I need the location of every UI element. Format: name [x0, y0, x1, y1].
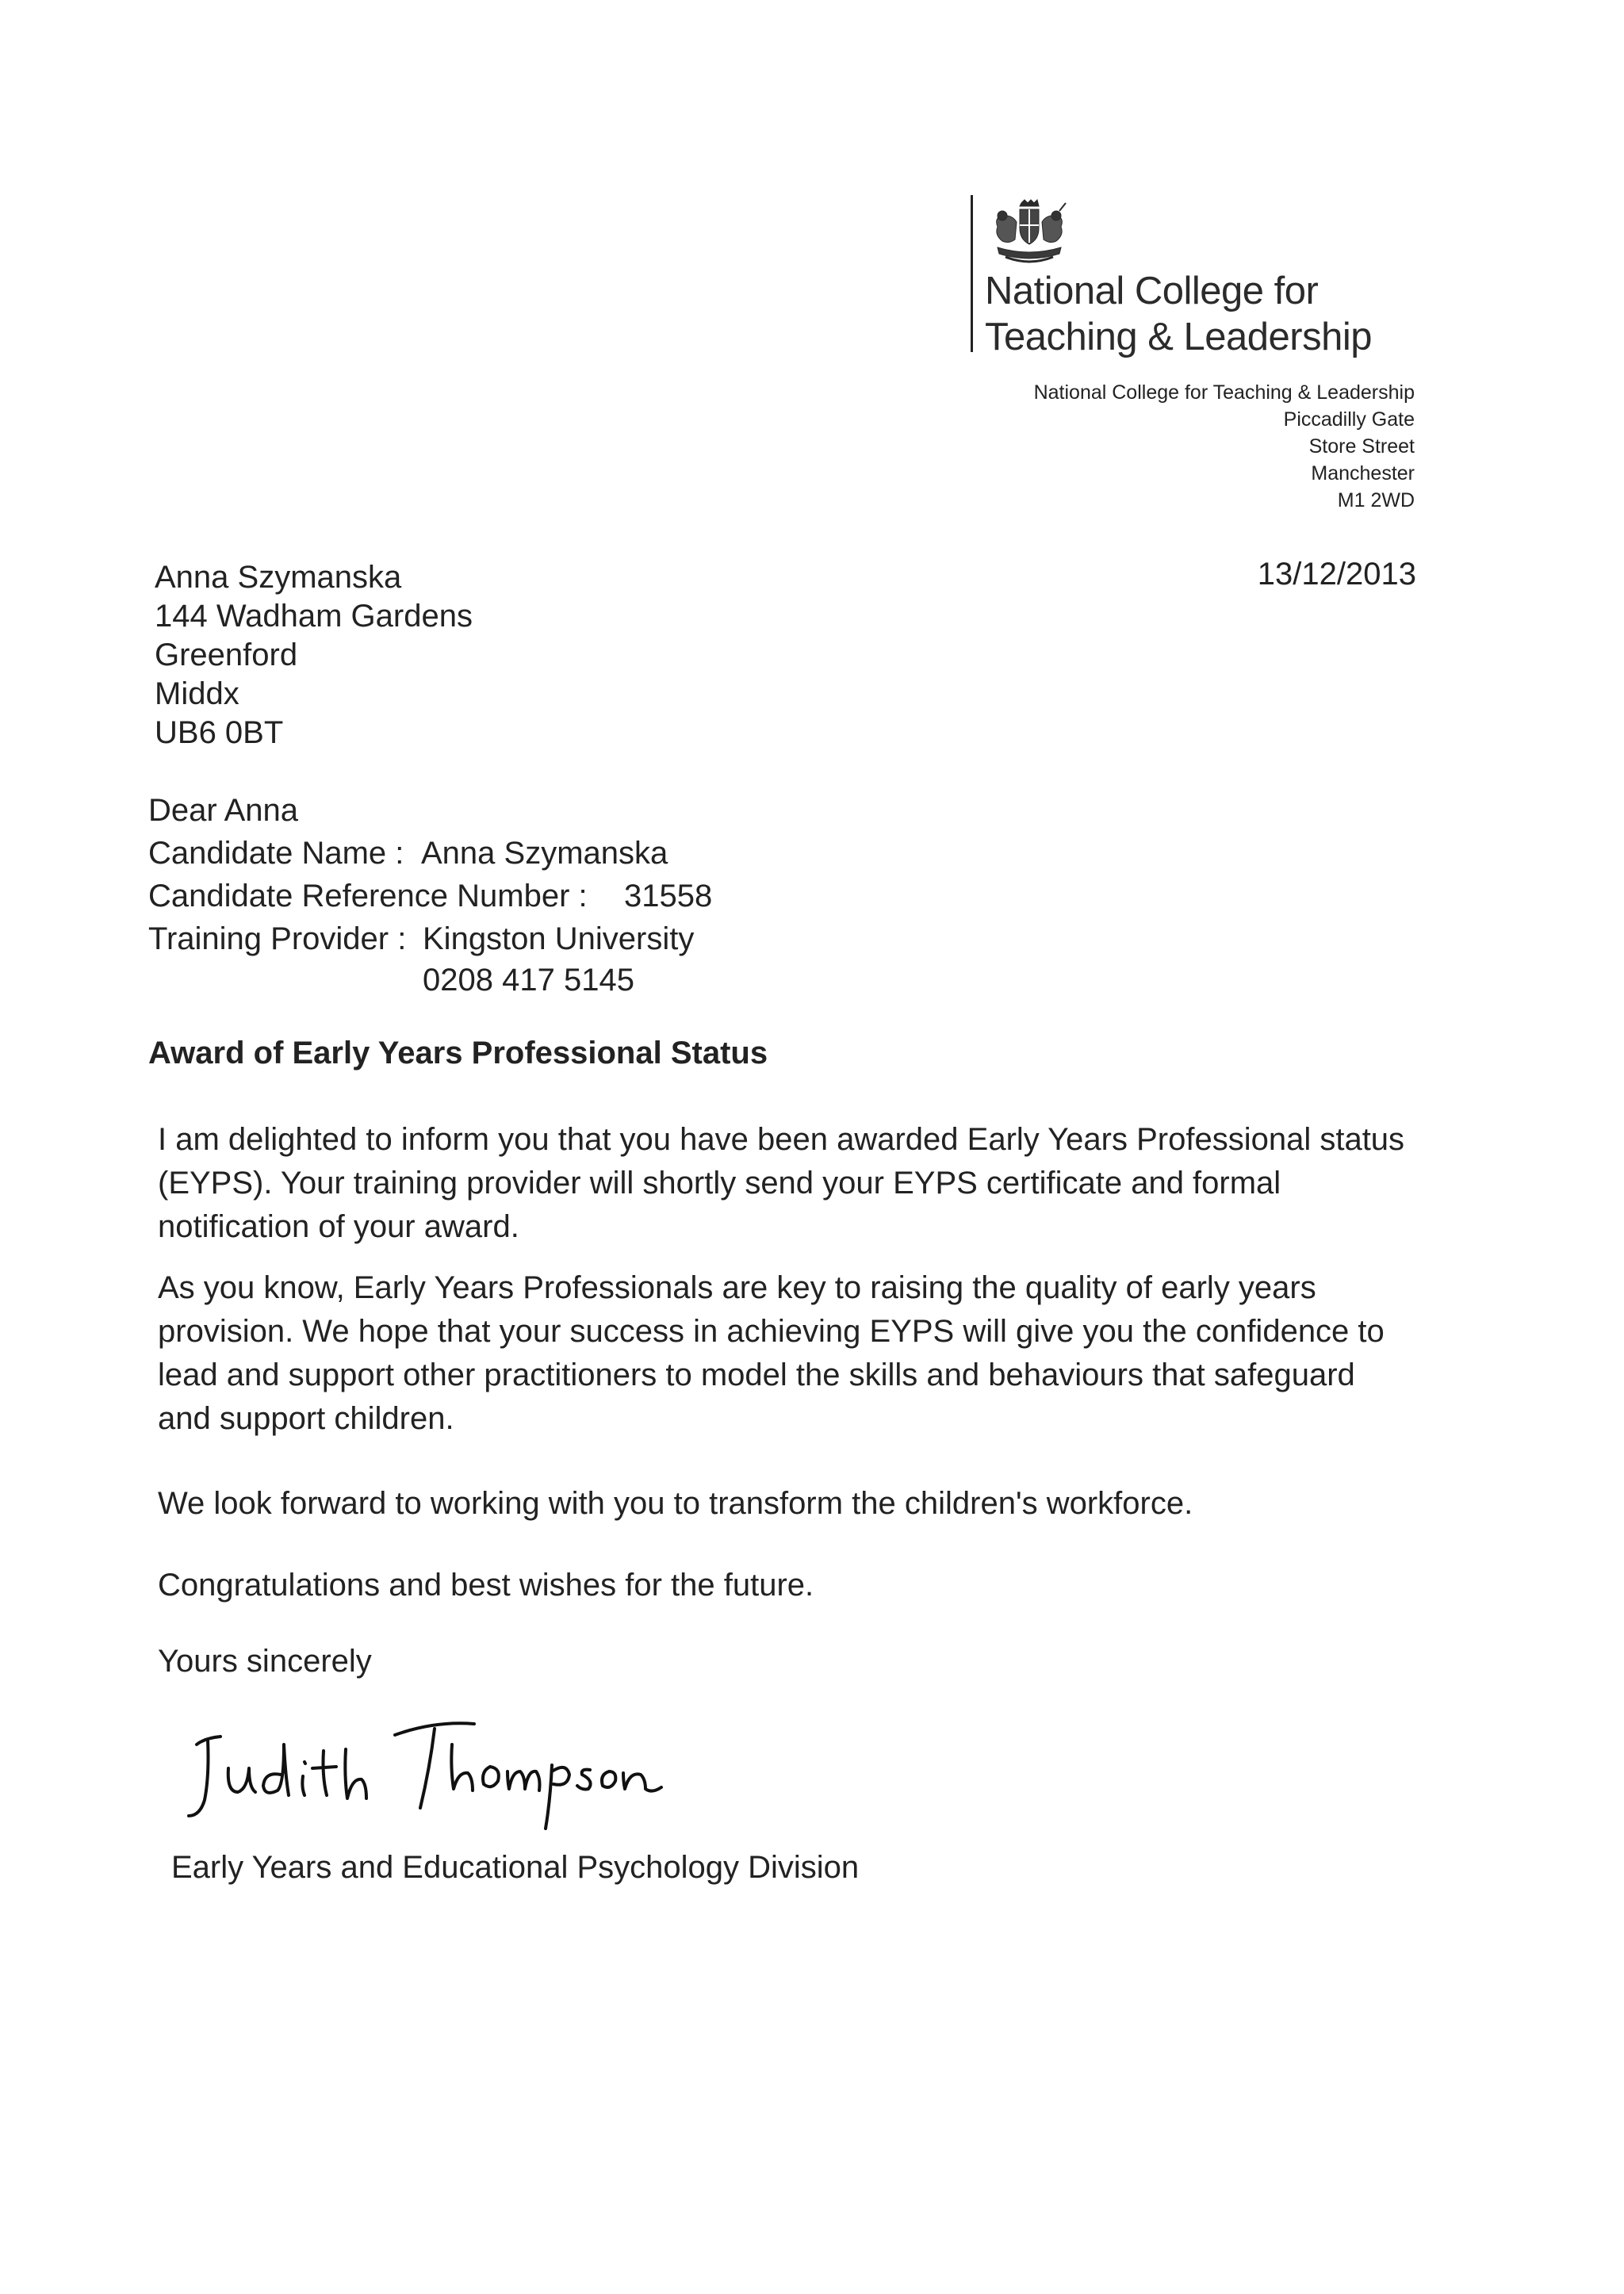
royal-crest-icon [986, 198, 1072, 268]
letter-subject: Award of Early Years Professional Status [148, 1036, 768, 1070]
paragraph-line: provision. We hope that your success in achieving EYPS will give you the confidence to [158, 1314, 1385, 1349]
recipient-line: Greenford [155, 638, 298, 672]
recipient-line: Middx [155, 676, 239, 711]
candidate-name-value: Anna Szymanska [421, 836, 668, 871]
body-paragraph [158, 1118, 1404, 1249]
sign-off: Yours sincerely [158, 1644, 372, 1679]
salutation: Dear Anna [148, 793, 299, 828]
recipient-line: Anna Szymanska [155, 560, 402, 595]
recipient-address [155, 558, 473, 753]
paragraph-line: I am delighted to inform you that you have been awarded Early Years Professional status [158, 1122, 1405, 1157]
sender-address-line: National College for Teaching & Leadership [1033, 381, 1415, 404]
paragraph-line: and support children. [158, 1401, 454, 1436]
letter-date: 13/12/2013 [1257, 557, 1416, 592]
signature [173, 1689, 665, 1848]
recipient-line: UB6 0BT [155, 715, 284, 750]
sender-address-line: Piccadilly Gate [1283, 408, 1415, 431]
paragraph-line: Congratulations and best wishes for the future. [158, 1568, 814, 1603]
recipient-line: 144 Wadham Gardens [155, 599, 473, 634]
paragraph-line: We look forward to working with you to transform the children's workforce. [158, 1486, 1193, 1521]
logo-divider [971, 195, 973, 352]
candidate-name-label: Candidate Name : [148, 836, 404, 871]
paragraph-line: lead and support other practitioners to model the skills and behaviours that safeguard [158, 1358, 1355, 1392]
organisation-name [985, 268, 1372, 360]
candidate-reference-label: Candidate Reference Number : [148, 879, 588, 913]
paragraph-line: As you know, Early Years Professionals are key to raising the quality of early years [158, 1270, 1316, 1305]
sender-address-line: Manchester [1311, 462, 1415, 484]
paragraph-line: (EYPS). Your training provider will shortly send your EYPS certificate and formal [158, 1166, 1281, 1201]
candidate-reference-value: 31558 [624, 879, 713, 913]
division-name: Early Years and Educational Psychology Division [171, 1850, 860, 1885]
letterhead-logo [971, 195, 1415, 362]
sender-address-line: M1 2WD [1337, 489, 1415, 511]
training-provider-label: Training Provider : [148, 921, 407, 956]
sender-address [1034, 379, 1415, 514]
body-paragraph [158, 1564, 814, 1607]
training-provider-value: Kingston University [423, 921, 695, 956]
body-paragraph [158, 1482, 1193, 1526]
training-provider-phone: 0208 417 5145 [423, 963, 634, 998]
organisation-name-line-2: Teaching & Leadership [985, 316, 1373, 358]
organisation-name-line-1: National College for [985, 270, 1319, 312]
paragraph-line: notification of your award. [158, 1209, 519, 1244]
sender-address-line: Store Street [1308, 435, 1415, 458]
body-paragraph [158, 1266, 1385, 1441]
